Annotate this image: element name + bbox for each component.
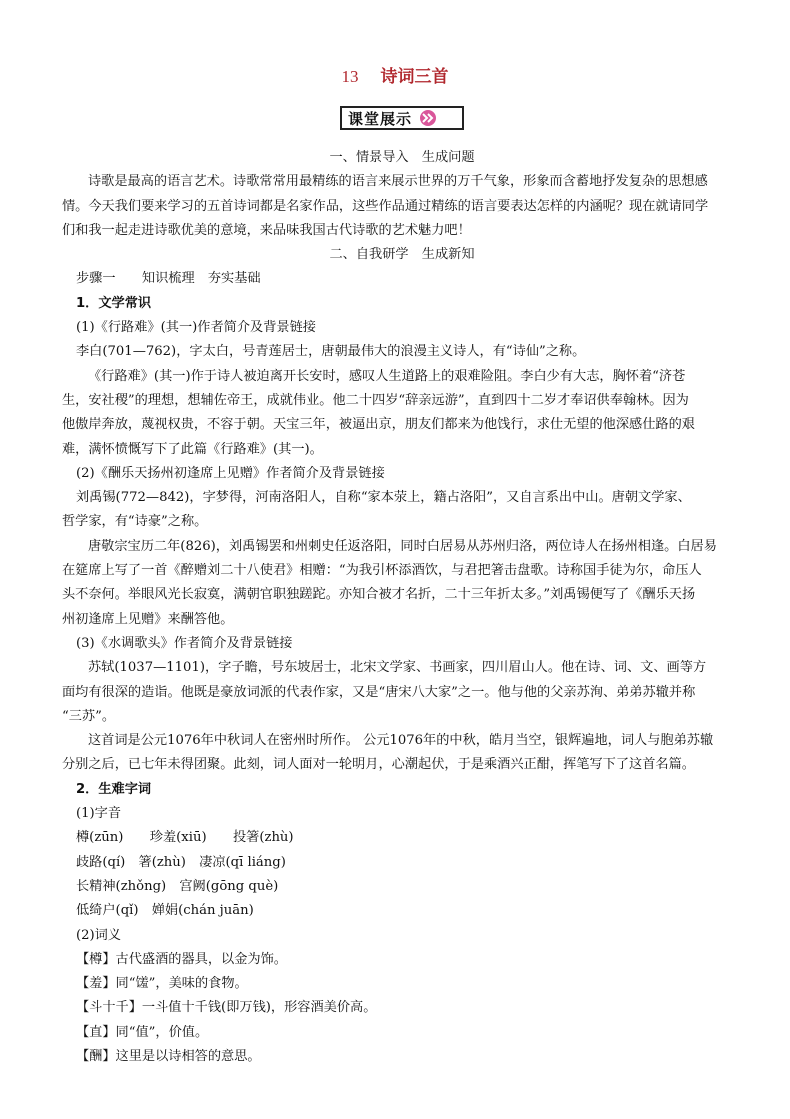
page-title: [0, 62, 790, 87]
paragraph-line: 唐敬宗宝历二年(826)，刘禹锡罢和州刺史任返洛阳，同时白居易从苏州归洛，两位诗人在扬州相逢。白居易: [88, 538, 717, 554]
paragraph-line: 《行路难》(其一)作于诗人被迫离开长安时，感叹人生道路上的艰难险阻。李白少有大志，胸怀着“济苍: [88, 368, 686, 384]
definition-line: 【樽】古代盛酒的器具，以金为饰。: [76, 951, 287, 967]
pronunciation-line: 樽(zūn) 珍羞(xiū) 投箸(zhù): [76, 830, 294, 846]
paragraph-line: 这首词是公元1076年中秋词人在密州时所作。 公元1076年的中秋，皓月当空，银辉遍地，词人与胞弟苏辙: [88, 733, 714, 749]
paragraph-line: 他傲岸奔放，蔑视权贵，不容于朝。天宝三年，被逼出京，朋友们都来为他饯行，求仕无望的他深感仕路的艰: [62, 417, 695, 433]
step-heading: 步骤一 知识梳理 夯实基础: [76, 271, 261, 287]
subsection-heading: 1．文学常识: [76, 295, 152, 311]
paragraph-line: “三苏”。: [62, 708, 116, 724]
item-heading: (1)字音: [76, 806, 122, 822]
section-heading: 一、情景导入 生成问题: [329, 150, 475, 165]
pronunciation-line: 低绮户(qǐ) 婵娟(chán juān): [76, 903, 254, 919]
double-chevron-right-icon: [420, 110, 436, 126]
definition-line: 【羞】同“馐”，美味的食物。: [76, 976, 248, 992]
definition-line: 【直】同“值”，价值。: [76, 1024, 209, 1040]
paragraph-line: 哲学家，有“诗豪”之称。: [62, 514, 208, 530]
paragraph-line: 州初逢席上见赠》来酬答他。: [62, 611, 234, 627]
document-body: [62, 146, 742, 1069]
lesson-number: 13: [341, 67, 359, 86]
paragraph-line: 诗歌是最高的语言艺术。诗歌常常用最精练的语言来展示世界的万千气象，形象而含蓄地抒发复杂的思想感: [88, 174, 708, 190]
paragraph-line: 在筵席上写了一首《醉赠刘二十八使君》相赠：“为我引杯添酒饮，与君把箸击盘歌。诗称国手徒为尔，命压人: [62, 563, 702, 579]
definition-line: 【酬】这里是以诗相答的意思。: [76, 1048, 261, 1064]
section-heading: 二、自我研学 生成新知: [329, 247, 475, 263]
definition-line: 【斗十千】一斗值十千钱(即万钱)，形容酒美价高。: [76, 1000, 377, 1016]
pronunciation-line: 歧路(qí) 箸(zhù) 凄凉(qī liáng): [76, 854, 286, 870]
item-heading: (2)《酬乐天扬州初逢席上见赠》作者简介及背景链接: [76, 465, 385, 481]
paragraph-line: 刘禹锡(772—842)，字梦得，河南洛阳人，自称“家本荥上，籍占洛阳”，又自言系出中山。唐朝文学家、: [76, 490, 691, 506]
item-heading: (2)词义: [76, 927, 122, 943]
paragraph-line: 头不奈何。举眼风光长寂寞，满朝官职独蹉跎。亦知合被才名折，二十三年折太多。”刘禹锡便写了《酬乐天扬: [62, 587, 696, 603]
paragraph-line: 苏轼(1037—1101)，字子瞻，号东坡居士，北宋文学家、书画家，四川眉山人。他在诗、词、文、画等方: [88, 660, 707, 676]
paragraph-line: 情。今天我们要来学习的五首诗词都是名家作品，这些作品通过精练的语言要表达怎样的内涵呢？现在就请同学: [62, 198, 709, 214]
section-badge-label: 课堂展示: [348, 109, 413, 128]
item-heading: (1)《行路难》(其一)作者简介及背景链接: [76, 320, 316, 336]
lesson-title: 诗词三首: [380, 67, 449, 87]
pronunciation-line: 长精神(zhǒng) 宫阙(gōng què): [76, 878, 279, 894]
paragraph-line: 面均有很深的造诣。他既是豪放词派的代表作家，又是“唐宋八大家”之一。他与他的父亲苏洵、弟弟苏辙并称: [62, 684, 696, 700]
paragraph-line: 生，安社稷”的理想，想辅佐帝王，成就伟业。他二十四岁“辞亲远游”，直到四十二岁才奉诏供奉翰林。因为: [62, 392, 689, 408]
paragraph-line: 们和我一起走进诗歌优美的意境，来品味我国古代诗歌的艺术魅力吧！: [62, 222, 471, 238]
subsection-heading: 2．生难字词: [76, 781, 152, 797]
section-badge: [340, 106, 464, 130]
paragraph-line: 李白(701—762)，字太白，号青莲居士，唐朝最伟大的浪漫主义诗人，有“诗仙”之称。: [76, 344, 586, 360]
paragraph-line: 难，满怀愤慨写下了此篇《行路难》(其一)。: [62, 441, 323, 457]
item-heading: (3)《水调歌头》作者简介及背景链接: [76, 635, 293, 651]
paragraph-line: 分别之后，已七年未得团聚。此刻，词人面对一轮明月，心潮起伏，于是乘酒兴正酣，挥笔写下了这首名篇。: [62, 757, 695, 773]
